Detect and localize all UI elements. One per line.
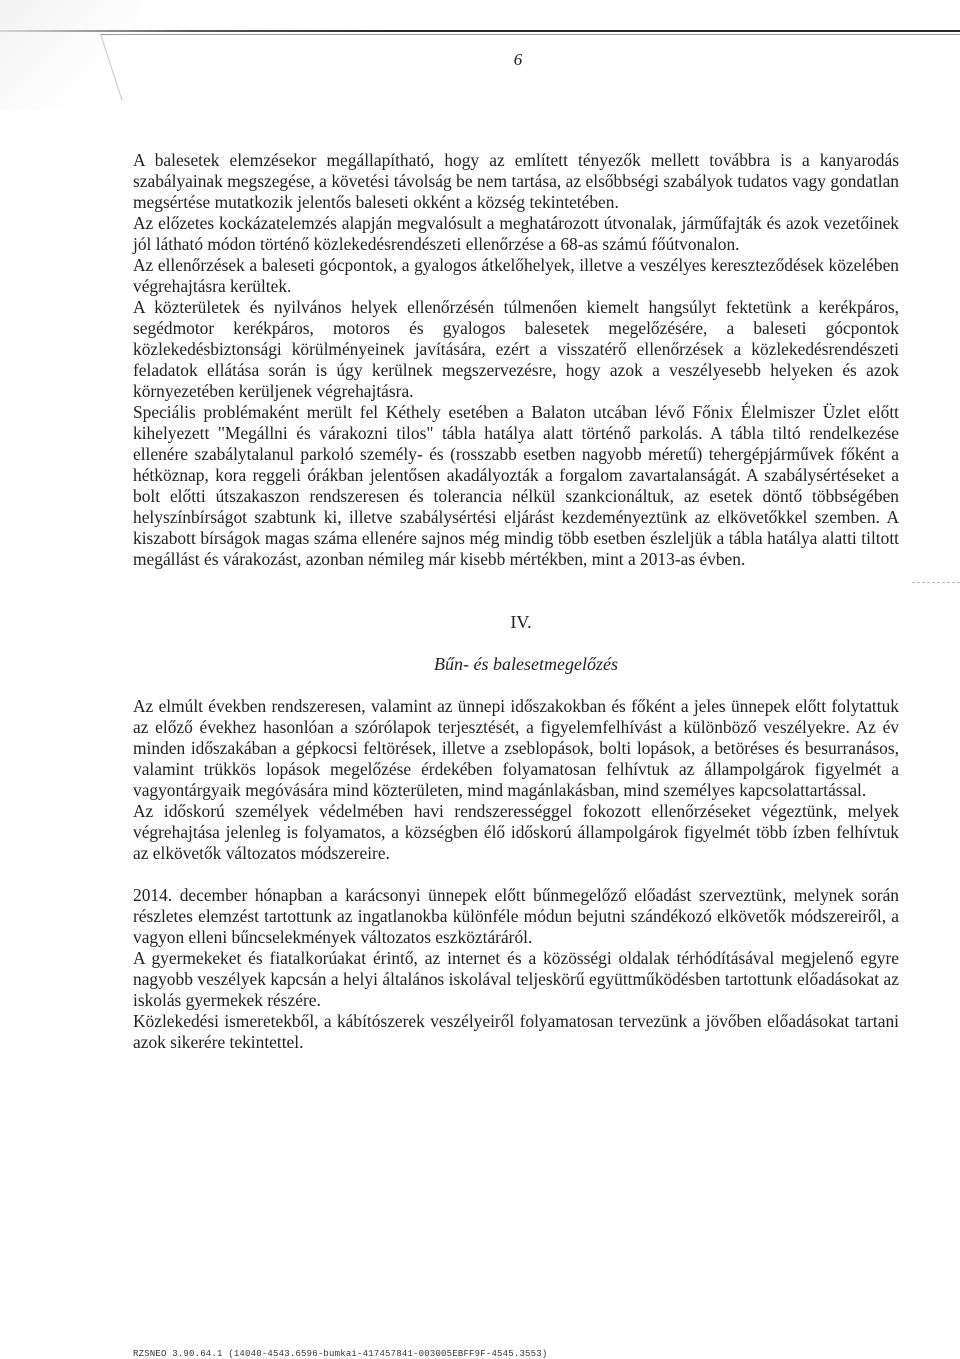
paragraph: Az időskorú személyek védelmében havi rendszerességgel fokozott ellenőrzéseket végeztünk, melyek végrehajtása jelenleg is folyamatos, a községben élő időskorú állampolgárok figyelmét több ízben felhívtuk az elkövetők változatos módszereire. bbox=[133, 801, 899, 863]
paragraph: Speciális problémaként merült fel Kéthely esetében a Balaton utcában lévő Főnix Élelmiszer Üzlet előtt kihelyezett "Megállni és várakozni tilos" tábla hatálya alatt történő parkolás. A tábla tiltó rendelkezése ellenére szabálytalanul parkoló személy- és (rosszabb esetben nagyobb méretű) tehergépjárművek főként a hétköznap, kora reggeli órákban jelentősen akadályozták a forgalom zavartalanságát. A szabálysértéseket a bolt előtti útszakaszon rendszeresen és tolerancia nélkül szankcionáltuk, az esetek döntő többségében helyszínbírságot szabtunk ki, illetve szabálysértési eljárást kezdeményeztünk az elkövetőkkel szemben. A kiszabott bírságok magas száma ellenére sajnos még mindig több esetben észleljük a tábla hatálya alatti tiltott megállást és várakozást, azonban némileg már kisebb mértékben, mint a 2013-as évben. bbox=[133, 402, 899, 569]
scan-top-edge bbox=[0, 30, 960, 32]
section-title: Bűn- és balesetmegelőzés bbox=[434, 654, 618, 674]
margin-mark bbox=[912, 582, 960, 584]
paragraph: 2014. december hónapban a karácsonyi ünnepek előtt bűnmegelőző előadást szerveztünk, melynek során részletes elemzést tartottunk az ingatlanokba különféle módun bejutni szándékozó elkövetők módszereiről, a vagyon elleni bűncselekmények változatos eszköztáráról. bbox=[133, 885, 899, 947]
paragraph: Az elmúlt években rendszeresen, valamint az ünnepi időszakokban és főként a jeles ünnepek előtt folytattuk az előző évekhez hasonlóan a szórólapok terjesztését, a figyelemfelhívást a különböző veszélyekre. Az év minden időszakában a gépkocsi feltörések, illetve a zseblopások, bolti lopások, a betöréses és besurranásos, valamint trükkös lopások megelőzése érdekében folyamatosan felhívtuk az állampolgárok figyelmét a vagyontárgyaik megóvására mind közterületen, mind magánlakásban, mind személyes kapcsolattartással. bbox=[133, 696, 899, 800]
paragraph: A balesetek elemzésekor megállapítható, hogy az említett tényezők mellett továbbra is a kanyarodás szabályainak megszegése, a követési távolság be nem tartása, az elsőbbségi szabályok tudatos vagy gondatlan megsértése mutatkozik jelentős baleseti okként a község tekintetében. bbox=[133, 150, 899, 212]
document-body bbox=[133, 150, 899, 1053]
paragraph-spacer bbox=[133, 591, 899, 612]
paragraph-spacer bbox=[133, 864, 899, 885]
paragraph-spacer bbox=[133, 675, 899, 696]
paragraph: Az előzetes kockázatelemzés alapján megvalósult a meghatározott útvonalak, járműfajták és azok vezetőinek jól látható módon történő közlekedésrendészeti ellenőrzése a 68-as számú főútvonalon. bbox=[133, 213, 899, 254]
section-number: IV. bbox=[510, 612, 532, 632]
page-number: 6 bbox=[513, 50, 523, 69]
paragraph: A közterületek és nyilvános helyek ellenőrzésén túlmenően kiemelt hangsúlyt fektetünk a kerékpáros, segédmotor kerékpáros, motoros és gyalogos balesetek megelőzésére, a baleseti gócpontok közlekedésbiztonsági körülményeinek javítására, ezért a visszatérő ellenőrzések a közlekedésrendészeti feladatok ellátása során is úgy kerülnek megszervezésre, hogy azok a veszélyesebb helyeken és azok környezetében kerüljenek végrehajtásra. bbox=[133, 297, 899, 401]
paragraph: Közlekedési ismeretekből, a kábítószerek veszélyeiről folyamatosan tervezünk a jövőben előadásokat tartani azok sikerére tekintettel. bbox=[133, 1011, 899, 1052]
paragraph: A gyermekeket és fiatalkorúakat érintő, az internet és a közösségi oldalak térhódításával megjelenő egyre nagyobb veszélyek kapcsán a helyi általános iskolával teljeskörű együttműködésben tartottunk előadásokat az iskolás gyermekek részére. bbox=[133, 948, 899, 1010]
paragraph: Az ellenőrzések a baleseti gócpontok, a gyalogos átkelőhelyek, illetve a veszélyes kereszteződések közelében végrehajtásra kerültek. bbox=[133, 255, 899, 296]
footer-code: RZSNEO 3.90.64.1 (14040-4543.6596-bumkai-417457841-003005EBFF9F-4545.3553) bbox=[133, 1349, 548, 1359]
paragraph-spacer bbox=[133, 633, 899, 654]
scan-top-edge-inner bbox=[100, 34, 960, 35]
paragraph-spacer bbox=[133, 570, 899, 591]
